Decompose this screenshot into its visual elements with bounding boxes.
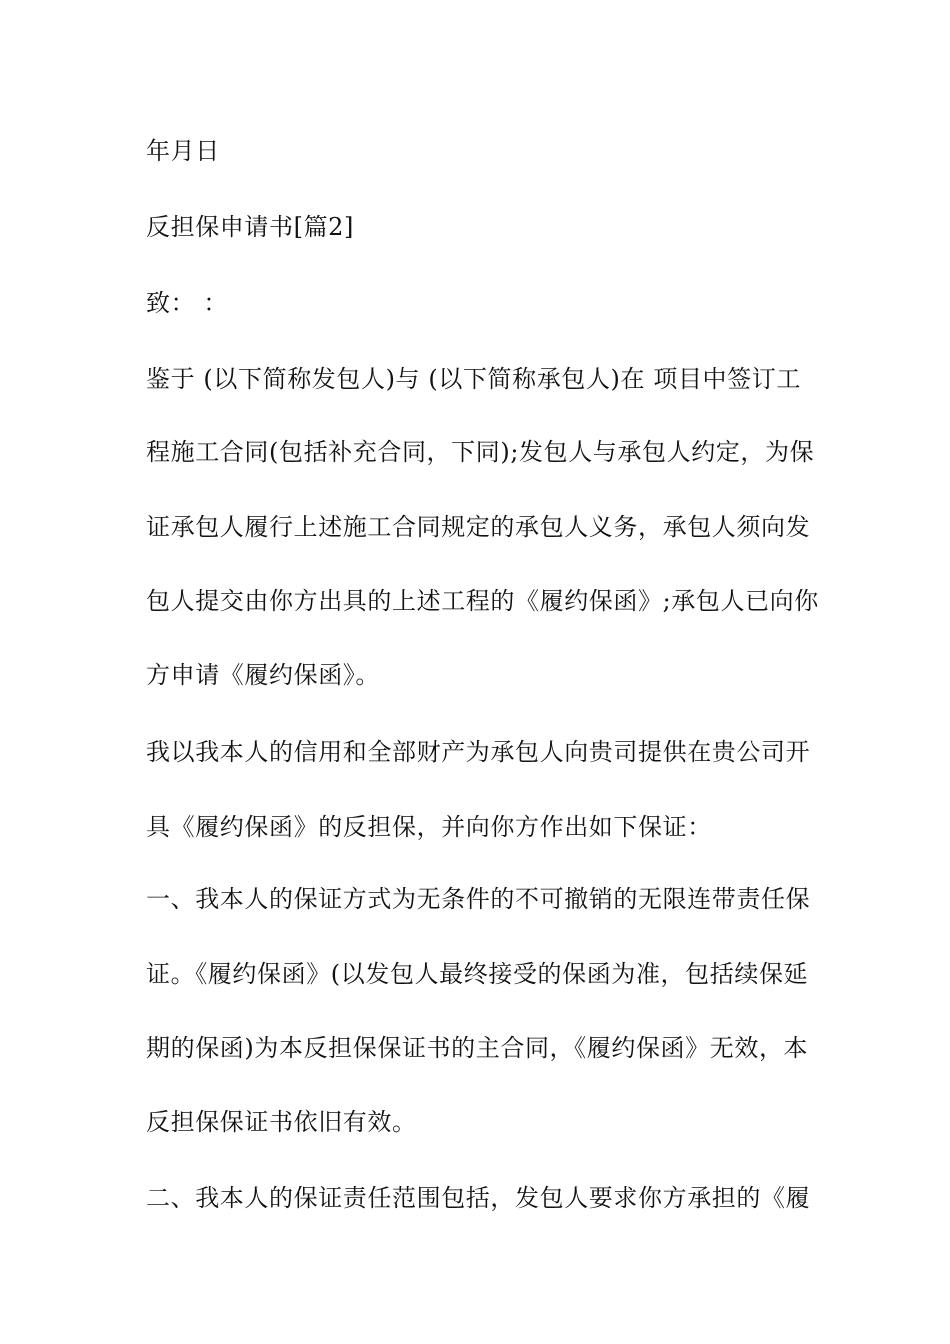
date-line: 年月日 bbox=[146, 137, 220, 165]
paragraph-line: 我以我本人的信用和全部财产为承包人向贵司提供在贵公司开 bbox=[146, 738, 811, 766]
clause-line: 反担保保证书依旧有效。 bbox=[146, 1108, 417, 1136]
document-title: 反担保申请书[篇2] bbox=[146, 213, 354, 241]
paragraph-line: 证承包人履行上述施工合同规定的承包人义务，承包人须向发 bbox=[146, 513, 811, 541]
paragraph-line: 方申请《履约保函》。 bbox=[146, 661, 380, 689]
paragraph-line: 具《履约保函》的反担保，并向你方作出如下保证： bbox=[146, 813, 712, 841]
clause-line: 期的保函)为本反担保保证书的主合同，《履约保函》无效，本 bbox=[146, 1034, 809, 1062]
paragraph-line: 鉴于 (以下简称发包人)与 (以下简称承包人)在 项目中签订工 bbox=[146, 365, 801, 393]
clause-line: 二、我本人的保证责任范围包括，发包人要求你方承担的《履 bbox=[146, 1184, 811, 1212]
clause-line: 一、我本人的保证方式为无条件的不可撤销的无限连带责任保 bbox=[146, 885, 811, 913]
paragraph-line: 包人提交由你方出具的上述工程的《履约保函》;承包人已向你 bbox=[146, 587, 819, 615]
paragraph-line: 程施工合同(包括补充合同，下同);发包人与承包人约定，为保 bbox=[146, 438, 815, 466]
addressee-line: 致： ： bbox=[146, 289, 229, 317]
clause-line: 证。《履约保函》(以发包人最终接受的保函为准，包括续保延 bbox=[146, 960, 809, 988]
